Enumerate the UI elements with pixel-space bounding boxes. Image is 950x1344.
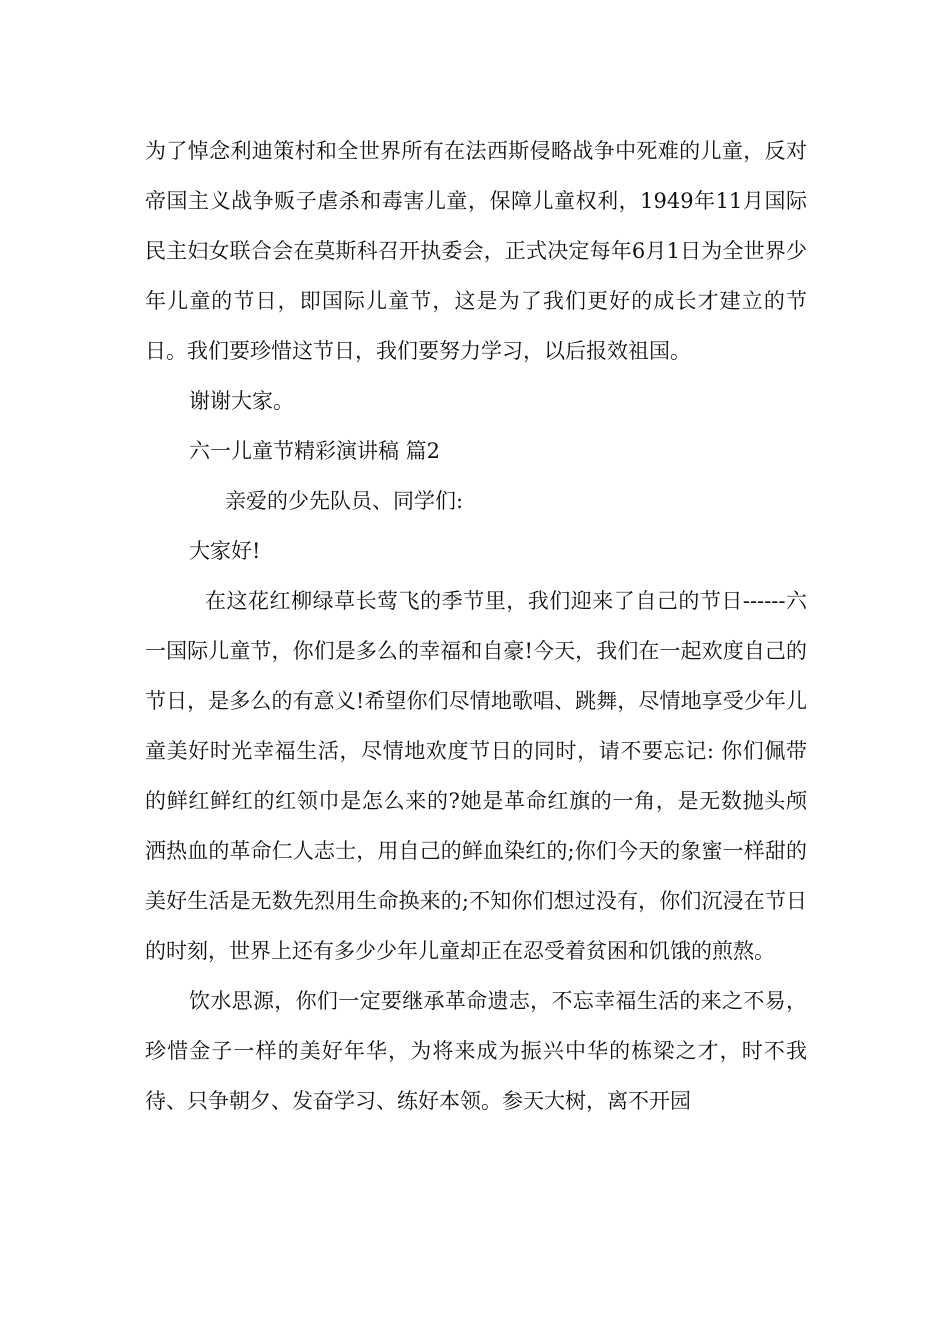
section-heading: 六一儿童节精彩演讲稿 篇2 — [189, 439, 441, 463]
paragraph-history: 为了悼念利迪策村和全世界所有在法西斯侵略战争中死难的儿童，反对帝国主义战争贩子虐杀和毒害儿童，保障儿童权利，1949年11月国际民主妇女联合会在莫斯科召开执委会，正式决定每年6月1日为全世界少年儿童的节日，即国际儿童节，这是为了我们更好的成长才建立的节日。我们要珍惜这节日，我们要努力学习，以后报效祖国。 — [145, 139, 807, 363]
paragraph-greeting: 亲爱的少先队员、同学们: — [225, 489, 464, 513]
paragraph-hello: 大家好! — [189, 539, 261, 563]
document-body — [145, 126, 807, 1126]
paragraph-thanks: 谢谢大家。 — [189, 389, 294, 413]
paragraph-gratitude: 饮水思源，你们一定要继承革命遗志，不忘幸福生活的来之不易，珍惜金子一样的美好年华，为将来成为振兴中华的栋梁之才，时不我待、只争朝夕、发奋学习、练好本领。参天大树，离不开园 — [145, 989, 807, 1113]
paragraph-festival: 在这花红柳绿草长莺飞的季节里，我们迎来了自己的节日------六一国际儿童节，你们是多么的幸福和自豪!今天，我们在一起欢度自己的节日，是多么的有意义!希望你们尽情地歌唱、跳舞，尽情地享受少年儿童美好时光幸福生活，尽情地欢度节日的同时，请不要忘记: 你们佩带的鲜红鲜红的红领巾是怎么来的?她是革命红旗的一角，是无数抛头颅洒热血的革命仁人志士，用自己的鲜血染红的;你们今天的象蜜一样甜的美好生活是无数先烈用生命换来的;不知你们想过没有，你们沉浸在节日的时刻，世界上还有多少少年儿童却正在忍受着贫困和饥饿的煎熬。 — [145, 589, 807, 963]
